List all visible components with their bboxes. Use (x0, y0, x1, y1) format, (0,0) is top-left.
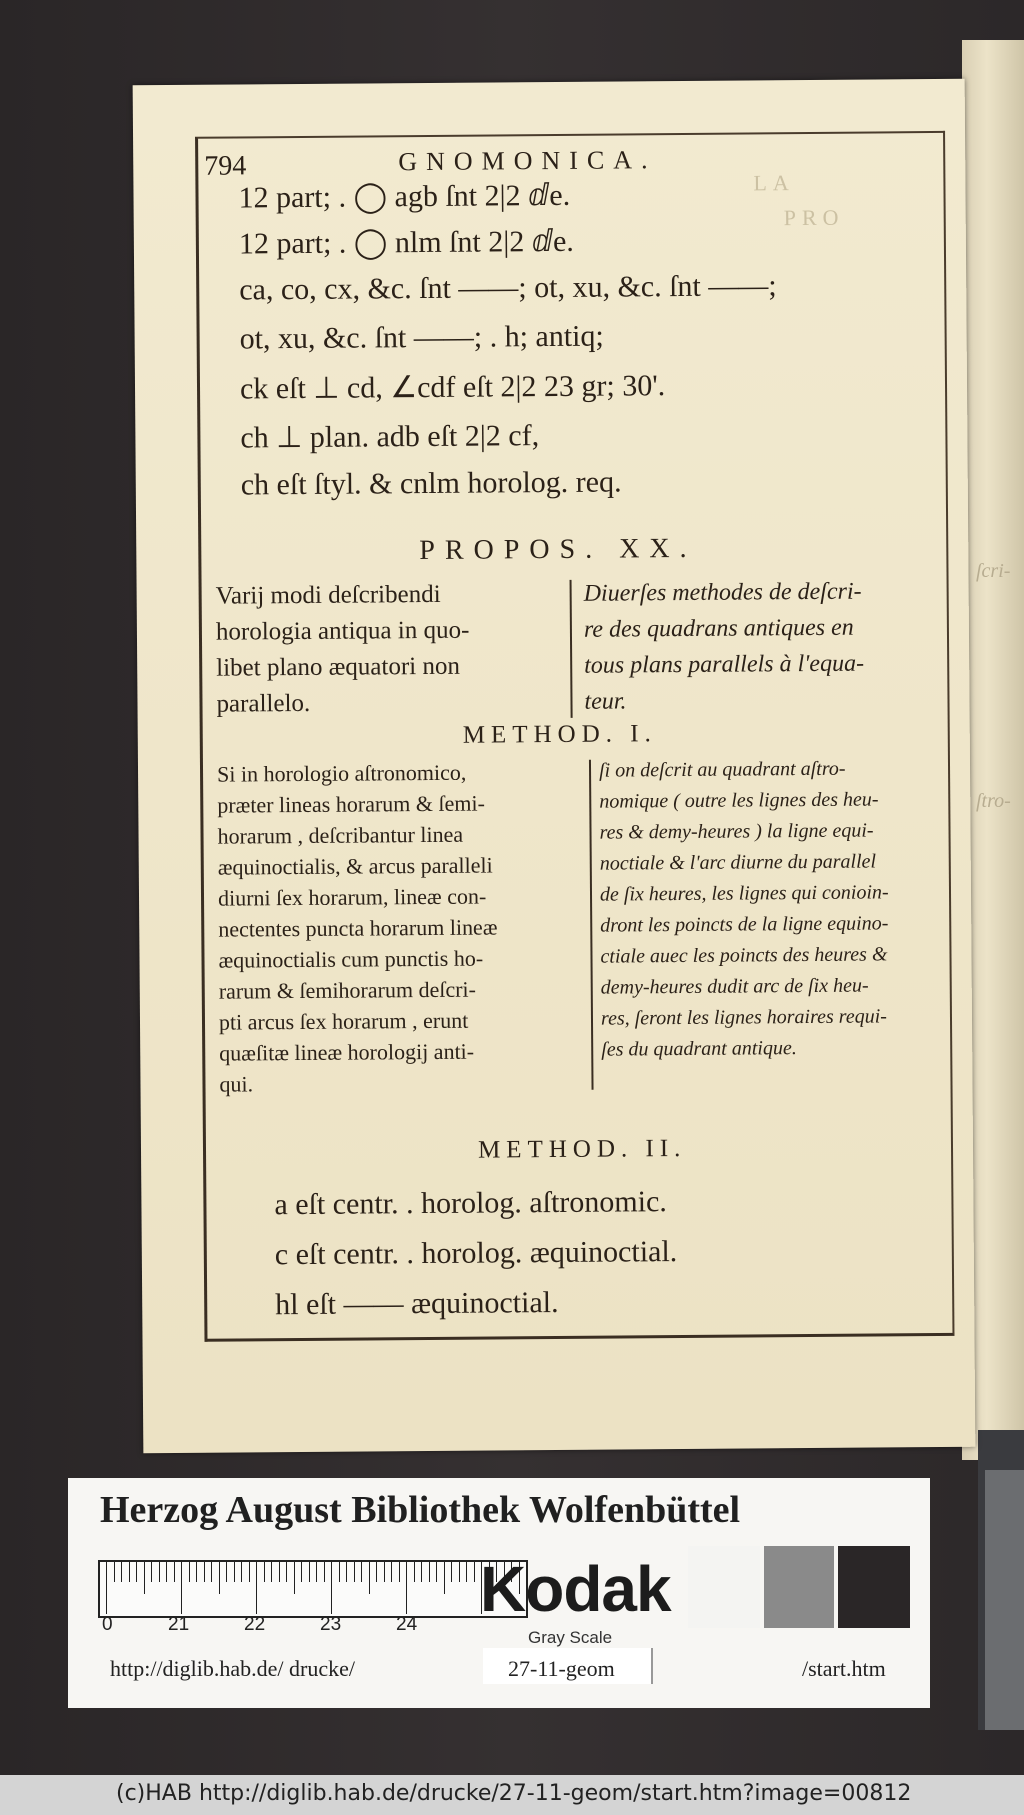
card-url-right: /start.htm (802, 1656, 886, 1681)
book-page: LA PRO 794 GNOMONICA. 12 part; . ◯ agb ſnt 2|2 ⅆe. 12 part; . ◯ nlm ſnt 2|2 ⅆe. ca, co, cx, &c. ſnt ——; ot, xu, &c. ſnt ——; ot, xu, &c. ſnt ——; . h; antiq; ck eſt ⊥ cd, ∠cdf eſt 2|2 23 gr; 30'. ch ⊥ plan. adb eſt 2|2 cf, ch eſt ſtyl. & cnlm horolog. req. PROPOS. XX. Varij modi deſcribendi horologia antiqua in quo- libet plano æquatori non parallelo. Diuerſes methodes de deſcri- re des quadrans antiques en tous plans parallels à l'equa- teur. METHOD. I. Si in horologio aſtronomico, præter lineas horarum & ſemi- horarum , deſcribantur linea æquinoctialis, & arcus paralleli diurni ſex horarum, lineæ con- nectentes puncta horarum lineæ æquinoctialis cum punctis ho- rarum & ſemihorarum deſcri- pti arcus ſex horarum , erunt quæſitæ lineæ horologij anti- qui. ſi on deſcrit au quadrant aſtro- nomique ( outre les lignes des heu- res & demy-heures ) la ligne equi- noctiale & l'arc diurne du parallel de ſix heures, les lignes qui conioin- dront les poincts de la ligne equino- ctiale auec les poincts des heures & demy-heures dudit arc de ſix heu- res, ſeront les lignes horaires requi- ſes du quadrant antique. METHOD. II. a eſt centr. . horolog. aſtronomic. c eſt centr. . horolog. æquinoctial. hl eſt —— æquinoctial. (133, 79, 976, 1453)
ruler-tick (339, 1562, 340, 1582)
gray-patch-white (688, 1546, 760, 1628)
ruler-tick (376, 1562, 377, 1582)
text-line: noctiale & l'arc diurne du parallel (599, 850, 877, 875)
ruler-tick (151, 1562, 152, 1582)
ruler-tick (241, 1562, 242, 1582)
ruler-tick (331, 1562, 332, 1614)
ruler-tick (384, 1562, 385, 1582)
ruler-tick (391, 1562, 392, 1582)
ruler-tick (301, 1562, 302, 1582)
ruler-tick (436, 1562, 437, 1582)
ruler-tick (226, 1562, 227, 1582)
text-line: horologia antiqua in quo- (215, 616, 470, 646)
ruler-tick (181, 1562, 182, 1614)
ruler-tick (399, 1562, 400, 1582)
ruler-tick (174, 1562, 175, 1582)
ruler-tick (459, 1562, 460, 1582)
ruler-tick (256, 1562, 257, 1614)
calibration-card (68, 1478, 930, 1708)
gray-patch-mid (764, 1546, 834, 1628)
ruler-tick (114, 1562, 115, 1582)
propos-heading: PROPOS. XX. (419, 532, 697, 567)
adjacent-card-edge (985, 1470, 1024, 1730)
ruler-tick (369, 1562, 370, 1594)
method1-latin-column (217, 756, 499, 1099)
ruler-tick (204, 1562, 205, 1582)
ruler-tick (466, 1562, 467, 1582)
method1-french-column (599, 753, 890, 1065)
text-line: de ſix heures, les lignes qui conioin- (599, 881, 889, 906)
ruler-tick (106, 1562, 107, 1614)
ruler-tick (324, 1562, 325, 1582)
text-line: nomique ( outre les lignes des heu- (599, 788, 879, 813)
ruler-tick (144, 1562, 145, 1594)
text-line: præter lineas horarum & ſemi- (217, 790, 485, 818)
ruler-tick (294, 1562, 295, 1594)
ruler-tick (444, 1562, 445, 1594)
gray-scale-label: Gray Scale (528, 1628, 613, 1647)
text-line: ſi on deſcrit au quadrant aſtro- (598, 757, 846, 782)
ruler-tick (286, 1562, 287, 1582)
math-line: ch ⊥ plan. adb eſt 2|2 cf, (240, 419, 540, 455)
ruler-tick (234, 1562, 235, 1582)
page-number: 794 (204, 150, 247, 182)
method2-line: a eſt centr. . horolog. aſtronomic. (274, 1185, 667, 1222)
ruler-tick (406, 1562, 407, 1614)
ruler-tick (414, 1562, 415, 1582)
ruler-tick (264, 1562, 265, 1582)
footer-bar (0, 1775, 1024, 1815)
text-line: æquinoctialis, & arcus paralleli (217, 852, 493, 880)
text-line: libet plano æquatori non (216, 652, 461, 682)
text-line: ctiale auec les poincts des heures & (600, 943, 888, 968)
ruler-tick (279, 1562, 280, 1582)
ruler-tick (121, 1562, 122, 1582)
method2-line: c eſt centr. . horolog. æquinoctial. (274, 1235, 678, 1272)
text-line: res & demy-heures ) la ligne equi- (599, 819, 874, 844)
ruler-tick (271, 1562, 272, 1582)
math-line: ch eſt ſtyl. & cnlm horolog. req. (240, 465, 622, 502)
ruler-tick (189, 1562, 190, 1582)
ruler-tick (474, 1562, 475, 1582)
footer-url: (c)HAB http://diglib.hab.de/drucke/27-11-geom/start.htm?image=00812 (116, 1781, 912, 1806)
text-line: ſes du quadrant antique. (601, 1037, 797, 1061)
text-line: quæſitæ lineæ horologij anti- (219, 1038, 475, 1066)
text-line: dront les poincts de la ligne equino- (600, 912, 889, 937)
card-url-left: http://diglib.hab.de/ drucke/ (110, 1656, 356, 1681)
running-head: GNOMONICA. (398, 145, 657, 177)
text-line: pti arcus ſex horarum , erunt (218, 1007, 469, 1035)
ruler-tick (421, 1562, 422, 1582)
text-line: res, ſeront les lignes horaires requi- (600, 1005, 887, 1030)
card-title: Herzog August Bibliothek Wolfenbüttel (100, 1489, 741, 1531)
text-line: tous plans parallels à l'equa- (584, 650, 865, 679)
method2-heading: METHOD. II. (477, 1134, 687, 1164)
math-line: 12 part; . ◯ agb ſnt 2|2 ⅆe. (238, 178, 571, 215)
ruler-tick (129, 1562, 130, 1582)
ruler-tick (429, 1562, 430, 1582)
text-line: rarum & ſemihorarum deſcri- (218, 976, 477, 1004)
text-line: demy-heures dudit arc de ſix heu- (600, 974, 869, 999)
column-divider (570, 580, 573, 718)
measurement-ruler (98, 1560, 528, 1618)
adjacent-page: ſcri- ſtro- (962, 40, 1024, 1460)
propos-latin-column (216, 577, 471, 723)
kodak-logo: Kodak (480, 1553, 671, 1625)
text-line: horarum , deſcribantur linea (217, 821, 464, 849)
ruler-label: 21 (168, 1614, 190, 1635)
ruler-tick (354, 1562, 355, 1582)
page-frame (195, 131, 954, 1342)
ruler-tick (196, 1562, 197, 1582)
text-line: parallelo. (216, 689, 311, 718)
text-line: æquinoctialis cum punctis ho- (218, 945, 484, 973)
method2-line: hl eſt —— æquinoctial. (275, 1285, 559, 1322)
ruler-tick (361, 1562, 362, 1582)
card-url-mid: 27-11-geom (508, 1656, 615, 1681)
ruler-tick (346, 1562, 347, 1582)
ruler-label: 0 (102, 1614, 113, 1635)
text-line: Si in horologio aſtronomico, (216, 759, 467, 787)
ruler-tick (316, 1562, 317, 1582)
ruler-label: 23 (320, 1614, 342, 1635)
gray-patch-black (838, 1546, 910, 1628)
ruler-tick (166, 1562, 167, 1582)
ruler-tick (249, 1562, 250, 1582)
ruler-tick (136, 1562, 137, 1582)
ruler-tick (219, 1562, 220, 1594)
ruler-tick (159, 1562, 160, 1582)
text-line: teur. (584, 688, 627, 715)
ruler-tick (211, 1562, 212, 1582)
text-line: Varij modi deſcribendi (215, 580, 441, 610)
ruler-tick (451, 1562, 452, 1582)
math-line: ca, co, cx, &c. ſnt ——; ot, xu, &c. ſnt ——; (239, 269, 777, 307)
ruler-label: 22 (244, 1614, 266, 1635)
ruler-tick (309, 1562, 310, 1582)
method1-heading: METHOD. I. (462, 720, 657, 749)
column-divider (589, 760, 594, 1090)
text-line: qui. (219, 1071, 254, 1097)
propos-french-column (584, 574, 865, 720)
math-line: ck eſt ⊥ cd, ∠cdf eſt 2|2 23 gr; 30'. (239, 369, 666, 406)
text-line: Diuerſes methodes de deſcri- (583, 578, 862, 607)
text-line: diurni ſex horarum, lineæ con- (217, 883, 487, 911)
text-line: re des quadrans antiques en (583, 614, 854, 643)
text-line: nectentes puncta horarum lineæ (218, 914, 498, 942)
ruler-label: 24 (396, 1614, 418, 1635)
math-line: 12 part; . ◯ nlm ſnt 2|2 ⅆe. (238, 224, 574, 261)
math-line: ot, xu, &c. ſnt ——; . h; antiq; (239, 319, 604, 356)
